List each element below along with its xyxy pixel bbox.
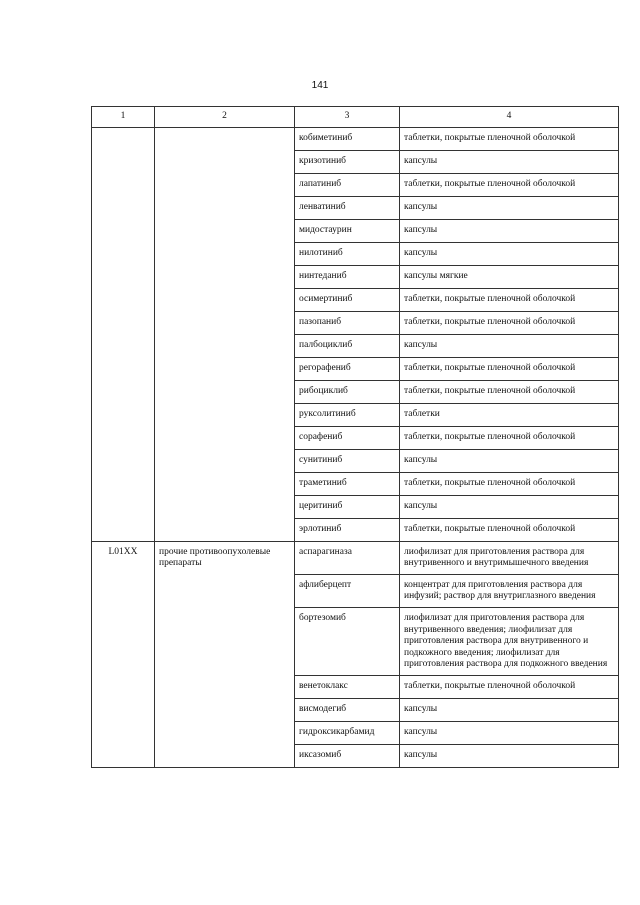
dosage-form-cell: таблетки, покрытые пленочной оболочкой xyxy=(400,311,619,334)
dosage-form-cell: таблетки, покрытые пленочной оболочкой xyxy=(400,518,619,541)
drug-name-cell: эрлотиниб xyxy=(295,518,400,541)
drug-name-cell: ленватиниб xyxy=(295,196,400,219)
drug-name-cell: регорафениб xyxy=(295,357,400,380)
drug-name-cell: церитиниб xyxy=(295,495,400,518)
dosage-form-cell: капсулы xyxy=(400,698,619,721)
dosage-form-cell: капсулы xyxy=(400,449,619,472)
drug-name-cell: мидостаурин xyxy=(295,219,400,242)
dosage-form-cell: таблетки, покрытые пленочной оболочкой xyxy=(400,127,619,150)
dosage-form-cell: таблетки, покрытые пленочной оболочкой xyxy=(400,173,619,196)
drug-name-cell: афлиберцепт xyxy=(295,574,400,607)
dosage-form-cell: капсулы xyxy=(400,744,619,767)
dosage-form-cell: капсулы xyxy=(400,721,619,744)
drug-name-cell: траметиниб xyxy=(295,472,400,495)
header-col-3: 3 xyxy=(295,107,400,128)
atc-code-cell xyxy=(92,127,155,541)
drug-name-cell: кризотиниб xyxy=(295,150,400,173)
dosage-form-cell: таблетки, покрытые пленочной оболочкой xyxy=(400,288,619,311)
drug-name-cell: сунитиниб xyxy=(295,449,400,472)
drug-name-cell: висмодегиб xyxy=(295,698,400,721)
drug-name-cell: нилотиниб xyxy=(295,242,400,265)
dosage-form-cell: капсулы мягкие xyxy=(400,265,619,288)
dosage-form-cell: капсулы xyxy=(400,495,619,518)
drug-name-cell: пазопаниб xyxy=(295,311,400,334)
drug-name-cell: палбоциклиб xyxy=(295,334,400,357)
dosage-form-cell: таблетки, покрытые пленочной оболочкой xyxy=(400,357,619,380)
dosage-form-cell: лиофилизат для приготовления раствора для внутривенного и внутримышечного введения xyxy=(400,541,619,574)
group-name-cell xyxy=(155,127,295,541)
dosage-form-cell: таблетки, покрытые пленочной оболочкой xyxy=(400,675,619,698)
table-row xyxy=(92,127,619,150)
group-name-cell: прочие противоопухолевые препараты xyxy=(155,541,295,767)
header-col-1: 1 xyxy=(92,107,155,128)
drug-table xyxy=(91,106,619,768)
drug-name-cell: аспарагиназа xyxy=(295,541,400,574)
drug-name-cell: кобиметиниб xyxy=(295,127,400,150)
dosage-form-cell: таблетки, покрытые пленочной оболочкой xyxy=(400,426,619,449)
drug-name-cell: венетоклакс xyxy=(295,675,400,698)
dosage-form-cell: капсулы xyxy=(400,196,619,219)
atc-code-cell: L01XX xyxy=(92,541,155,767)
header-col-4: 4 xyxy=(400,107,619,128)
drug-name-cell: руксолитиниб xyxy=(295,403,400,426)
dosage-form-cell: лиофилизат для приготовления раствора для внутривенного введения; лиофилизат для приготовления раствора для внутривенного и подкожного введения; лиофилизат для приготовления раствора для подкожного введения xyxy=(400,607,619,675)
dosage-form-cell: таблетки, покрытые пленочной оболочкой xyxy=(400,472,619,495)
drug-name-cell: бортезомиб xyxy=(295,607,400,675)
dosage-form-cell: капсулы xyxy=(400,334,619,357)
header-col-2: 2 xyxy=(155,107,295,128)
drug-name-cell: осимертиниб xyxy=(295,288,400,311)
page-number: 141 xyxy=(311,80,329,91)
drug-name-cell: гидроксикарбамид xyxy=(295,721,400,744)
dosage-form-cell: концентрат для приготовления раствора для инфузий; раствор для внутриглазного введения xyxy=(400,574,619,607)
drug-name-cell: рибоциклиб xyxy=(295,380,400,403)
dosage-form-cell: таблетки, покрытые пленочной оболочкой xyxy=(400,380,619,403)
drug-name-cell: иксазомиб xyxy=(295,744,400,767)
drug-name-cell: нинтеданиб xyxy=(295,265,400,288)
table-header-row xyxy=(92,107,619,128)
dosage-form-cell: капсулы xyxy=(400,219,619,242)
drug-name-cell: лапатиниб xyxy=(295,173,400,196)
table-row xyxy=(92,541,619,574)
dosage-form-cell: капсулы xyxy=(400,150,619,173)
dosage-form-cell: таблетки xyxy=(400,403,619,426)
drug-name-cell: сорафениб xyxy=(295,426,400,449)
dosage-form-cell: капсулы xyxy=(400,242,619,265)
